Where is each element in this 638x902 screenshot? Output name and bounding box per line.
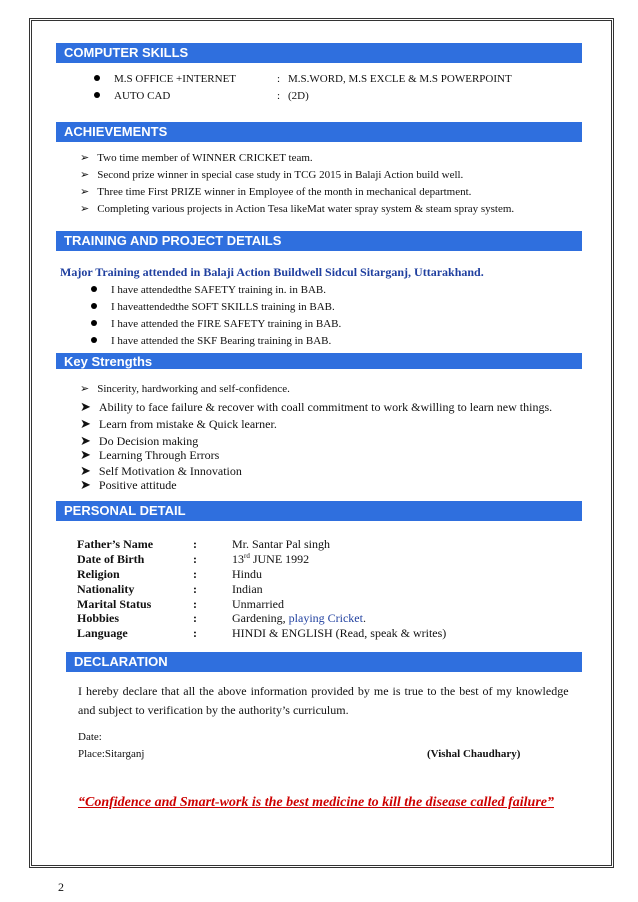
strength-item [80, 382, 290, 395]
bullet-icon [91, 303, 97, 309]
achievement-item [80, 151, 313, 164]
date-label: Date: [78, 731, 102, 743]
arrow-bullet-icon: ➢ [80, 202, 90, 215]
arrow-bullet-icon: ➢ [80, 168, 90, 181]
training-item [91, 301, 335, 313]
motto-quote: “Confidence and Smart-work is the best medicine to kill the disease called failure” [78, 795, 554, 810]
training-text: I have attendedthe SAFETY training in. in BAB. [111, 284, 326, 296]
page-number: 2 [58, 880, 64, 894]
section-header-personal: PERSONAL DETAIL [56, 501, 582, 521]
achievement-text: Two time member of WINNER CRICKET team. [97, 152, 313, 164]
personal-colon: : [193, 626, 197, 640]
training-heading: Major Training attended in Balaji Action Buildwell Sidcul Sitarganj, Uttarakhand. [60, 265, 484, 279]
dob-day: 13 [232, 552, 244, 566]
declaration-text-line1: I hereby declare that all the above information provided by me is true to the best of my knowledge [78, 684, 569, 698]
training-item [91, 284, 326, 296]
strength-text: Do Decision making [98, 434, 199, 448]
strength-item [80, 448, 219, 463]
section-header-computer-skills: COMPUTER SKILLS [56, 43, 582, 63]
strength-item [80, 464, 242, 479]
skill-value: (2D) [288, 90, 309, 102]
training-text: I have attended the SKF Bearing training in BAB. [111, 335, 332, 347]
achievement-text: Three time First PRIZE winner in Employee of the month in mechanical department. [97, 186, 472, 198]
bullet-icon [94, 75, 100, 81]
strength-text: Sincerity, hardworking and self-confidence. [97, 383, 290, 395]
personal-colon: : [193, 597, 197, 611]
training-text: I have attended the FIRE SAFETY training in BAB. [111, 318, 342, 330]
skill-name: M.S OFFICE +INTERNET [114, 73, 237, 85]
personal-label: Hobbies [77, 611, 120, 625]
skill-row [94, 90, 170, 102]
personal-colon: : [193, 611, 197, 625]
achievement-item [80, 168, 463, 181]
personal-colon: : [193, 567, 197, 581]
place-label: Place:Sitarganj [78, 748, 145, 760]
arrow-bullet-icon: ➢ [80, 151, 90, 164]
arrow-bullet-icon: ➤ [80, 434, 91, 449]
signature-name: (Vishal Chaudhary) [427, 748, 521, 760]
arrow-bullet-icon: ➤ [80, 417, 91, 432]
hobby-period: . [362, 611, 366, 625]
bullet-icon [91, 337, 97, 343]
achievement-item [80, 185, 471, 198]
personal-label: Date of Birth [77, 552, 145, 566]
personal-value: Mr. Santar Pal singh [232, 537, 330, 551]
strength-item [80, 400, 552, 415]
achievement-text: Second prize winner in special case study in TCG 2015 in Balaji Action build well. [97, 169, 464, 181]
section-header-declaration: DECLARATION [66, 652, 582, 672]
hobby-highlight: playing Cricket [288, 611, 363, 625]
strength-text: Learning Through Errors [98, 448, 220, 462]
skill-name: AUTO CAD [114, 90, 171, 102]
strength-text: Self Motivation & Innovation [98, 464, 242, 478]
skill-value: M.S.WORD, M.S EXCLE & M.S POWERPOINT [288, 73, 512, 85]
dob-suffix: rd [244, 552, 250, 560]
declaration-text-line2: and subject to verification by the authority’s curriculum. [78, 703, 349, 717]
dob-rest: JUNE 1992 [249, 552, 310, 566]
strength-text: Learn from mistake & Quick learner. [98, 417, 277, 431]
personal-value [232, 611, 366, 626]
strength-text: Positive attitude [98, 478, 177, 492]
personal-label: Nationality [77, 582, 135, 596]
personal-value: HINDI & ENGLISH (Read, speak & writes) [232, 626, 447, 640]
personal-label: Marital Status [77, 597, 152, 611]
skill-colon: : [277, 90, 281, 102]
personal-label: Father’s Name [77, 537, 154, 551]
personal-label: Religion [77, 567, 120, 581]
personal-colon: : [193, 582, 197, 596]
arrow-bullet-icon: ➤ [80, 464, 91, 479]
personal-value: Indian [232, 582, 263, 596]
section-header-strengths: Key Strengths [56, 353, 582, 369]
personal-colon: : [193, 552, 197, 566]
section-header-training: TRAINING AND PROJECT DETAILS [56, 231, 582, 251]
arrow-bullet-icon: ➤ [80, 448, 91, 463]
strength-item [80, 434, 198, 449]
arrow-bullet-icon: ➤ [80, 478, 91, 493]
hobby-text: Gardening, [232, 611, 289, 625]
bullet-icon [94, 92, 100, 98]
bullet-icon [91, 320, 97, 326]
personal-label: Language [77, 626, 128, 640]
personal-value: Hindu [232, 567, 262, 581]
bullet-icon [91, 286, 97, 292]
training-item [91, 318, 341, 330]
achievement-item [80, 202, 514, 215]
skill-row [94, 73, 236, 85]
arrow-bullet-icon: ➢ [80, 382, 90, 395]
personal-colon: : [193, 537, 197, 551]
strength-item [80, 417, 277, 432]
training-item [91, 335, 331, 347]
section-header-achievements: ACHIEVEMENTS [56, 122, 582, 142]
strength-text: Ability to face failure & recover with coall commitment to work &willing to learn new things. [98, 400, 553, 414]
arrow-bullet-icon: ➢ [80, 185, 90, 198]
strength-item [80, 478, 177, 493]
personal-value: Unmarried [232, 597, 284, 611]
personal-value [232, 552, 309, 567]
training-text: I haveattendedthe SOFT SKILLS training in BAB. [111, 301, 335, 313]
skill-colon: : [277, 73, 281, 85]
arrow-bullet-icon: ➤ [80, 400, 91, 415]
achievement-text: Completing various projects in Action Tesa likeMat water spray system & steam spray system. [97, 203, 515, 215]
